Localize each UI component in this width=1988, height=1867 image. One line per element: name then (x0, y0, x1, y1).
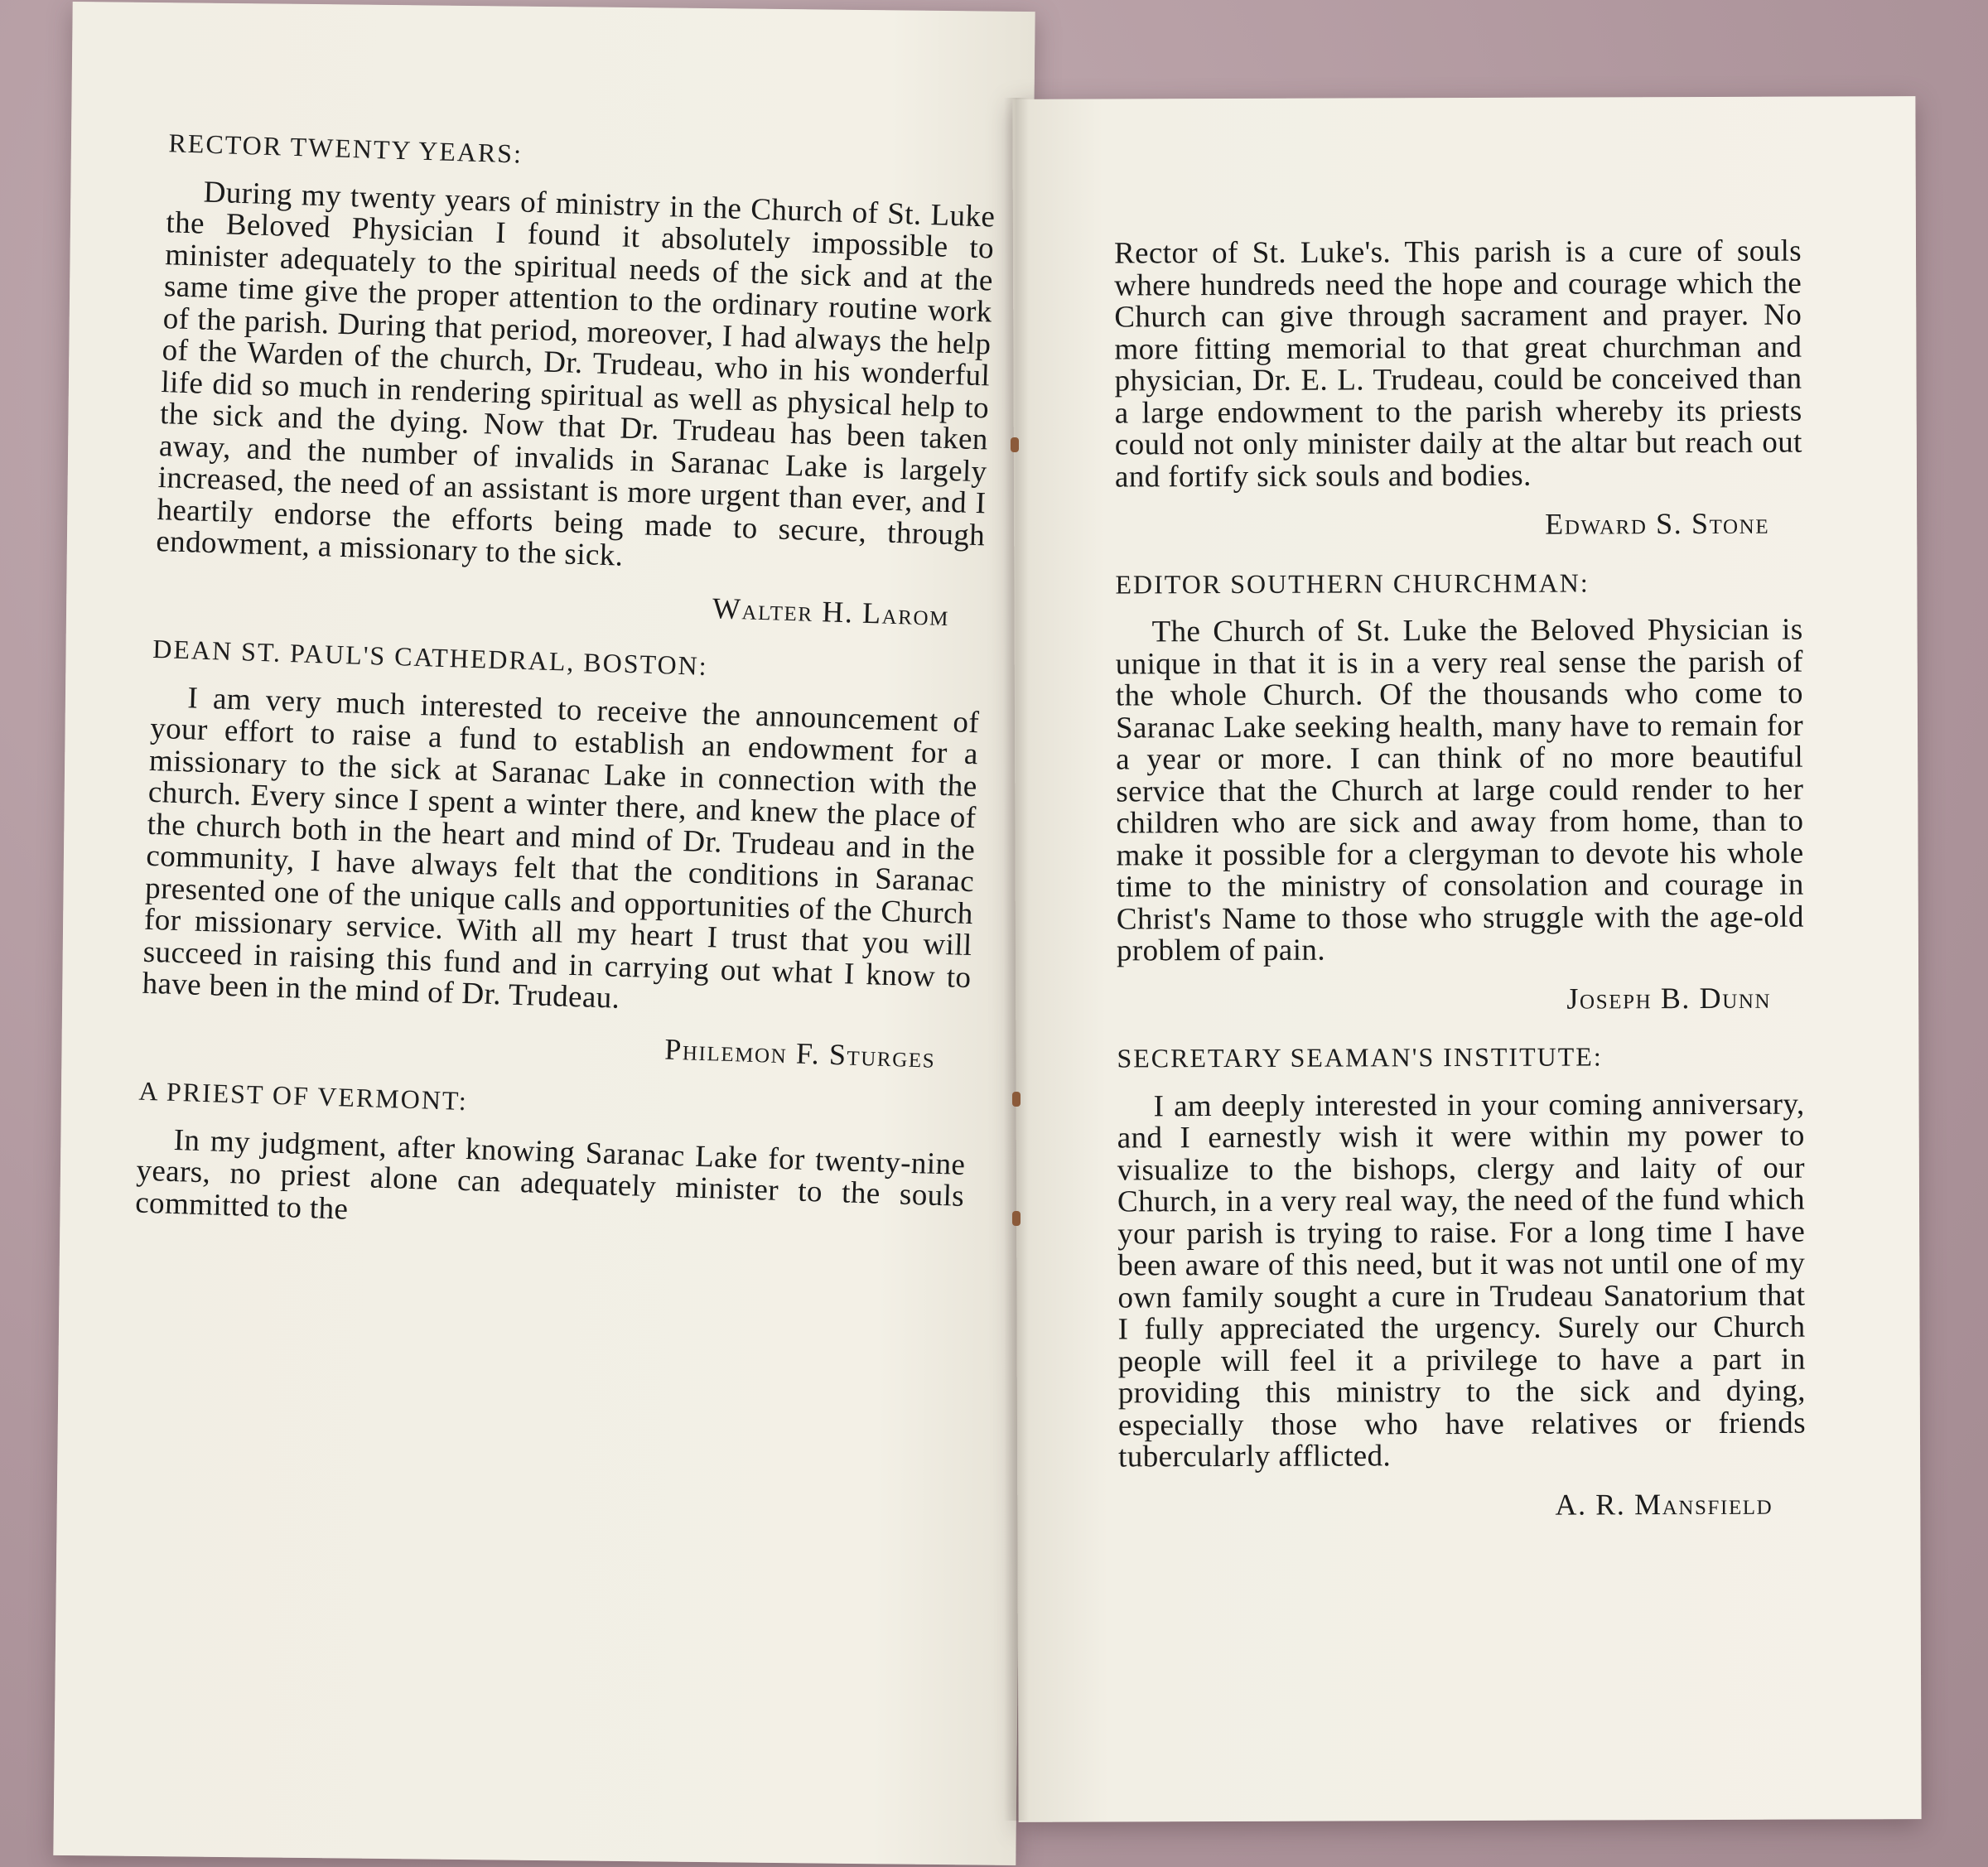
signature: Philemon F. Sturges (663, 1032, 936, 1074)
signature: Walter H. Larom (712, 591, 950, 632)
section-heading: DEAN ST. PAUL'S CATHEDRAL, BOSTON: (152, 633, 709, 681)
staple-bottom (1012, 1211, 1021, 1226)
section-heading: EDITOR SOUTHERN CHURCHMAN: (1115, 567, 1590, 599)
section-secretary (1117, 1040, 1806, 1522)
staple-middle (1012, 1092, 1021, 1107)
section-heading: SECRETARY SEAMAN'S INSTITUTE: (1117, 1041, 1603, 1073)
left-page (53, 2, 1035, 1865)
continuation-body: Rector of St. Luke's. This parish is a cure of souls where hundreds need the hope and courage which the Church can give through sacrament and prayer. No more fitting memorial to that great churchman and physician, Dr. E. L. Trudeau, could be conceived than a large endowment to the parish whereby its priests could not only minister daily at the altar but reach out and fortify sick souls and bodies. (1113, 234, 1802, 494)
section-body: In my judgment, after knowing Saranac Lake for twenty-nine years, no priest alone can adequately minister to the souls committed to the (134, 1122, 966, 1227)
section-editor (1115, 566, 1804, 1016)
signature: Joseph B. Dunn (1566, 981, 1772, 1016)
right-page-text (1114, 236, 1807, 1549)
section-heading: RECTOR TWENTY YEARS: (168, 128, 524, 169)
signature: Edward S. Stone (1545, 506, 1770, 541)
spine-gutter (1004, 98, 1029, 1821)
section-body: During my twenty years of ministry in the Church of St. Luke the Beloved Physician I found it absolutely impossible to minister adequately to the spiritual needs of the sick and at the same time give the proper attention to the ordinary routine work of the parish. During that period, moreover, I had always the help of the Warden of the church, Dr. Trudeau, who in his wonderful life did so much in rendering spiritual as well as physical help to the sick and the dying. Now that Dr. Trudeau has been taken away, and the number of invalids in Saranac Lake is largely increased, the need of an assistant is more urgent than ever, and I heartily endorse the efforts being made to secure, through endowment, a missionary to the sick. (155, 175, 996, 573)
left-page-text (135, 127, 997, 1245)
staple-top (1011, 437, 1019, 452)
right-page (1012, 96, 1921, 1822)
section-dean (140, 633, 981, 1074)
section-priest (135, 1075, 967, 1245)
section-heading: A PRIEST OF VERMONT: (138, 1075, 469, 1117)
section-body: I am very much interested to receive the announcement of your effort to raise a fund to establish an endowment for a missionary to the sick at Saranac Lake in connection with the church. Every since I spent a winter there, and knew the place of the church both in the heart and mind of Dr. Trudeau and in the community, I have always felt that the conditions in Saranac presented one of the unique calls and opportunities of the Church for missionary service. With all my heart I trust that you will succeed in raising this fund and in carrying out what I know to have been in the mind of Dr. Trudeau. (142, 680, 980, 1016)
section-continuation (1114, 236, 1802, 542)
section-body: The Church of St. Luke the Beloved Physician is unique in that it is in a very real sense the parish of the whole Church. Of the thousands who come to Saranac Lake seeking health, many have to remain for a year or more. I can think of no more beautiful service that the Church at large could render to her children who are sick and away from home, than to make it possible for a clergyman to devote his whole time to the ministry of consolation and courage in Christ's Name to those who struggle with the age-old problem of pain. (1115, 612, 1804, 968)
signature: A. R. Mansfield (1555, 1487, 1773, 1522)
section-body: I am deeply interested in your coming anniversary, and I earnestly wish it were within my power to visualize to the bishops, clergy and laity of our Church, in a very real way, the need of the fund which your parish is trying to raise. For a long time I have been aware of this need, but it was not until one of my own family sought a cure in Trudeau Sanatorium that I fully appreciated the urgency. Surely our Church people will feel it a privilege to have a part in providing this ministry to the sick and dying, especially those who have relatives or friends tubercularly afflicted. (1117, 1087, 1807, 1474)
section-rector (154, 127, 997, 632)
